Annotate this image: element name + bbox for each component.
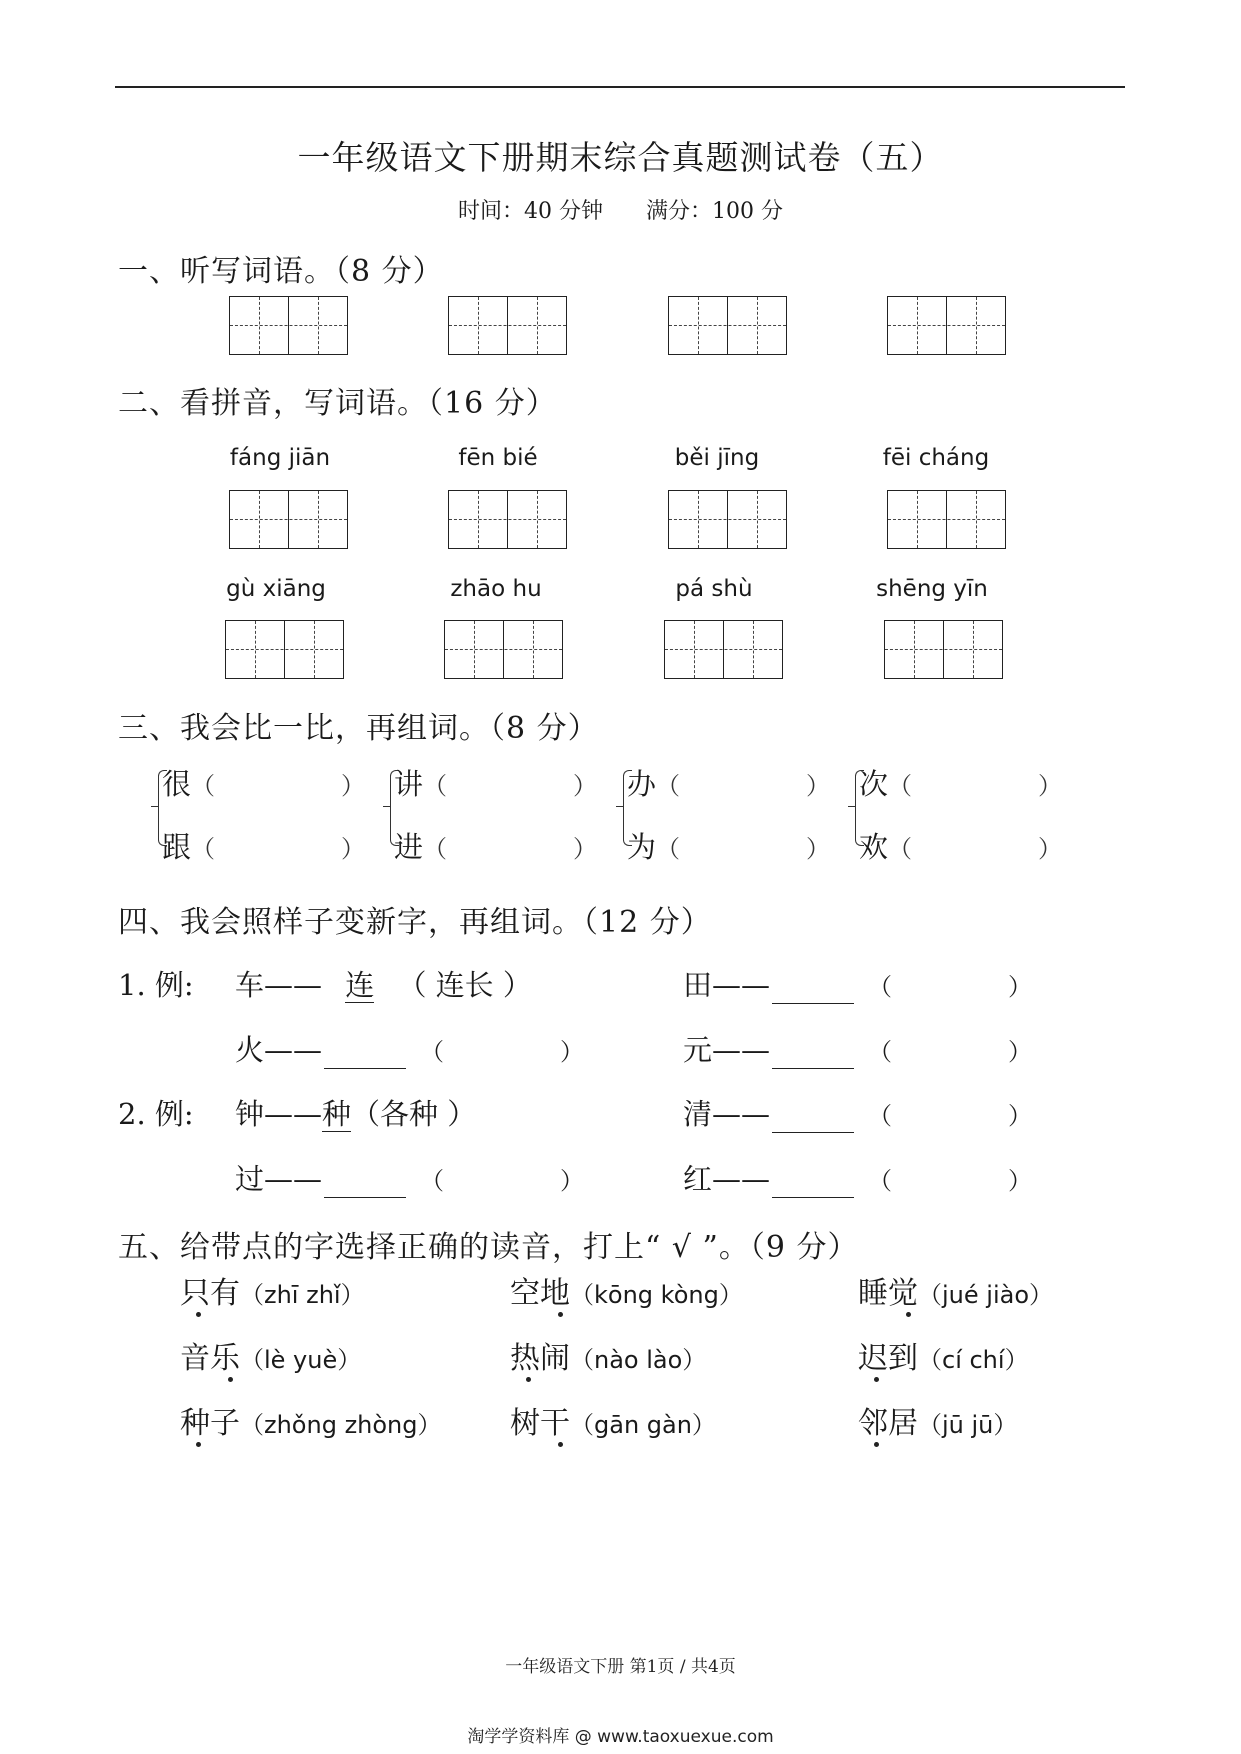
answer-blank[interactable]: （ xyxy=(656,772,681,800)
new-char-blank[interactable] xyxy=(772,973,854,1004)
compare-char: 讲 xyxy=(394,767,424,801)
section-4-heading: 四、我会照样子变新字，再组词。（12 分） xyxy=(118,905,712,940)
paren-close: ） xyxy=(560,1038,585,1066)
page-title: 一年级语文下册期末综合真题测试卷（五） xyxy=(297,138,944,177)
pinyin-label: fēn bié xyxy=(458,445,538,471)
transform-item xyxy=(235,1028,584,1069)
pinyin-options[interactable]: （jué jiào） xyxy=(918,1281,1053,1309)
answer-blank[interactable]: （ xyxy=(888,772,913,800)
paren-close: ） xyxy=(1008,1038,1033,1066)
emphasis-dot xyxy=(874,1442,879,1447)
pinyin-options[interactable]: （gān gàn） xyxy=(570,1411,716,1439)
base-char: 田—— xyxy=(683,968,771,1002)
compare-item xyxy=(859,762,1062,803)
page-footer: 一年级语文下册 第1页 / 共4页 xyxy=(505,1657,736,1677)
dotted-word: 睡觉 xyxy=(858,1276,918,1311)
compare-char: 跟 xyxy=(162,830,192,864)
section-5-heading: 五、给带点的字选择正确的读音，打上“ √ ”。（9 分） xyxy=(118,1230,859,1265)
emphasis-dot xyxy=(558,1442,563,1447)
time-limit: 时间：40 分钟 xyxy=(458,199,603,224)
answer-blank[interactable]: （ xyxy=(191,772,216,800)
base-char: 火—— xyxy=(235,1033,323,1067)
dotted-word: 树干 xyxy=(510,1406,570,1441)
paren-close: ） xyxy=(806,835,831,863)
answer-blank[interactable]: （ xyxy=(888,835,913,863)
word-blank[interactable]: （ xyxy=(420,1167,445,1195)
paren-close: ） xyxy=(341,772,366,800)
exam-meta xyxy=(0,194,1241,225)
compare-item xyxy=(162,762,365,803)
transform-item xyxy=(683,1092,1032,1133)
pinyin-options[interactable]: （zhī zhǐ） xyxy=(240,1281,365,1309)
compare-char: 进 xyxy=(394,830,424,864)
example-2 xyxy=(235,1092,476,1133)
new-char-blank[interactable] xyxy=(772,1167,854,1198)
pinyin-options[interactable]: （cí chí） xyxy=(918,1346,1029,1374)
emphasis-dot xyxy=(906,1312,911,1317)
answer-blank[interactable]: （ xyxy=(423,772,448,800)
writing-grid[interactable] xyxy=(229,490,348,549)
emphasis-dot xyxy=(874,1377,879,1382)
example-new-char: 连 xyxy=(345,968,375,1002)
emphasis-dot xyxy=(228,1377,233,1382)
paren-close: ） xyxy=(1008,973,1033,1001)
writing-grid[interactable] xyxy=(448,296,567,355)
section-1-heading: 一、听写词语。（8 分） xyxy=(118,254,444,289)
paren-close: ） xyxy=(573,772,598,800)
watermark: 淘学学资料库 @ www.taoxuexue.com xyxy=(467,1727,774,1747)
pinyin-options[interactable]: （lè yuè） xyxy=(240,1346,362,1374)
pronunciation-item xyxy=(510,1398,716,1442)
dotted-word: 邻居 xyxy=(858,1406,918,1441)
compare-item xyxy=(627,825,830,866)
section-2-heading: 二、看拼音，写词语。（16 分） xyxy=(118,386,557,421)
answer-blank[interactable]: （ xyxy=(191,835,216,863)
dotted-word: 热闹 xyxy=(510,1341,570,1376)
pinyin-label: běi jīng xyxy=(674,445,760,471)
pinyin-label: shēng yīn xyxy=(876,576,988,602)
dotted-word: 迟到 xyxy=(858,1341,918,1376)
base-char: 过—— xyxy=(235,1162,323,1196)
compare-char: 办 xyxy=(627,767,657,801)
pinyin-options[interactable]: （nào lào） xyxy=(570,1346,707,1374)
pinyin-options[interactable]: （zhǒng zhòng） xyxy=(240,1411,442,1439)
transform-item xyxy=(235,1157,584,1198)
pronunciation-item xyxy=(510,1268,743,1312)
compare-item xyxy=(394,762,597,803)
dotted-word: 空地 xyxy=(510,1276,570,1311)
new-char-blank[interactable] xyxy=(772,1102,854,1133)
transform-item xyxy=(683,963,1032,1004)
word-blank[interactable]: （ xyxy=(868,1167,893,1195)
new-char-blank[interactable] xyxy=(772,1038,854,1069)
example-base: 钟—— xyxy=(235,1097,323,1131)
example-1 xyxy=(235,963,532,1004)
writing-grid[interactable] xyxy=(668,296,787,355)
paren-close: ） xyxy=(1008,1167,1033,1195)
dotted-word: 音乐 xyxy=(180,1341,240,1376)
base-char: 清—— xyxy=(683,1097,771,1131)
compare-item xyxy=(627,762,830,803)
paren-close: ） xyxy=(560,1167,585,1195)
compare-char: 欢 xyxy=(859,830,889,864)
writing-grid[interactable] xyxy=(444,620,563,679)
emphasis-dot xyxy=(558,1312,563,1317)
example-2-label: 2. 例: xyxy=(118,1097,194,1131)
example-word: （ 连长 ） xyxy=(397,968,532,1002)
transform-item xyxy=(683,1157,1032,1198)
compare-item xyxy=(394,825,597,866)
writing-grid[interactable] xyxy=(448,490,567,549)
pinyin-label: gù xiāng xyxy=(226,576,326,602)
paren-close: ） xyxy=(806,772,831,800)
pronunciation-item xyxy=(858,1333,1029,1377)
pinyin-options[interactable]: （kōng kòng） xyxy=(570,1281,743,1309)
word-blank[interactable]: （ xyxy=(868,973,893,1001)
dotted-word: 只有 xyxy=(180,1276,240,1311)
compare-char: 很 xyxy=(162,767,192,801)
compare-item xyxy=(859,825,1062,866)
emphasis-dot xyxy=(526,1377,531,1382)
word-blank[interactable]: （ xyxy=(868,1102,893,1130)
pronunciation-item xyxy=(858,1398,1017,1442)
writing-grid[interactable] xyxy=(668,490,787,549)
pronunciation-item xyxy=(510,1333,706,1377)
paren-close: ） xyxy=(1038,835,1063,863)
example-new-char: 种 xyxy=(322,1097,352,1131)
compare-char: 为 xyxy=(627,830,657,864)
dotted-word: 种子 xyxy=(180,1406,240,1441)
example-base: 车—— xyxy=(235,968,323,1002)
writing-grid[interactable] xyxy=(887,490,1006,549)
paren-close: ） xyxy=(341,835,366,863)
writing-grid[interactable] xyxy=(884,620,1003,679)
new-char-blank[interactable] xyxy=(324,1038,406,1069)
writing-grid[interactable] xyxy=(887,296,1006,355)
writing-grid[interactable] xyxy=(229,296,348,355)
pinyin-label: pá shù xyxy=(675,576,753,602)
paren-close: ） xyxy=(1008,1102,1033,1130)
new-char-blank[interactable] xyxy=(324,1167,406,1198)
example-1-label: 1. 例: xyxy=(118,968,194,1002)
writing-grid[interactable] xyxy=(225,620,344,679)
pinyin-options[interactable]: （jū jū） xyxy=(918,1411,1018,1439)
top-rule xyxy=(115,86,1125,88)
pronunciation-item xyxy=(180,1333,361,1377)
compare-item xyxy=(162,825,365,866)
example-word: （各种 ） xyxy=(351,1097,477,1131)
compare-char: 次 xyxy=(859,767,889,801)
answer-blank[interactable]: （ xyxy=(423,835,448,863)
transform-item xyxy=(683,1028,1032,1069)
pronunciation-item xyxy=(180,1268,365,1312)
section-3-heading: 三、我会比一比，再组词。（8 分） xyxy=(118,711,599,746)
word-blank[interactable]: （ xyxy=(420,1038,445,1066)
word-blank[interactable]: （ xyxy=(868,1038,893,1066)
base-char: 元—— xyxy=(683,1033,771,1067)
full-score: 满分：100 分 xyxy=(646,199,783,224)
pinyin-label: fēi cháng xyxy=(882,445,990,471)
answer-blank[interactable]: （ xyxy=(656,835,681,863)
emphasis-dot xyxy=(196,1312,201,1317)
base-char: 红—— xyxy=(683,1162,771,1196)
writing-grid[interactable] xyxy=(664,620,783,679)
pronunciation-item xyxy=(180,1398,442,1442)
pinyin-label: fáng jiān xyxy=(229,445,331,471)
pinyin-label: zhāo hu xyxy=(450,576,542,602)
pronunciation-item xyxy=(858,1268,1053,1312)
emphasis-dot xyxy=(196,1442,201,1447)
paren-close: ） xyxy=(1038,772,1063,800)
paren-close: ） xyxy=(573,835,598,863)
